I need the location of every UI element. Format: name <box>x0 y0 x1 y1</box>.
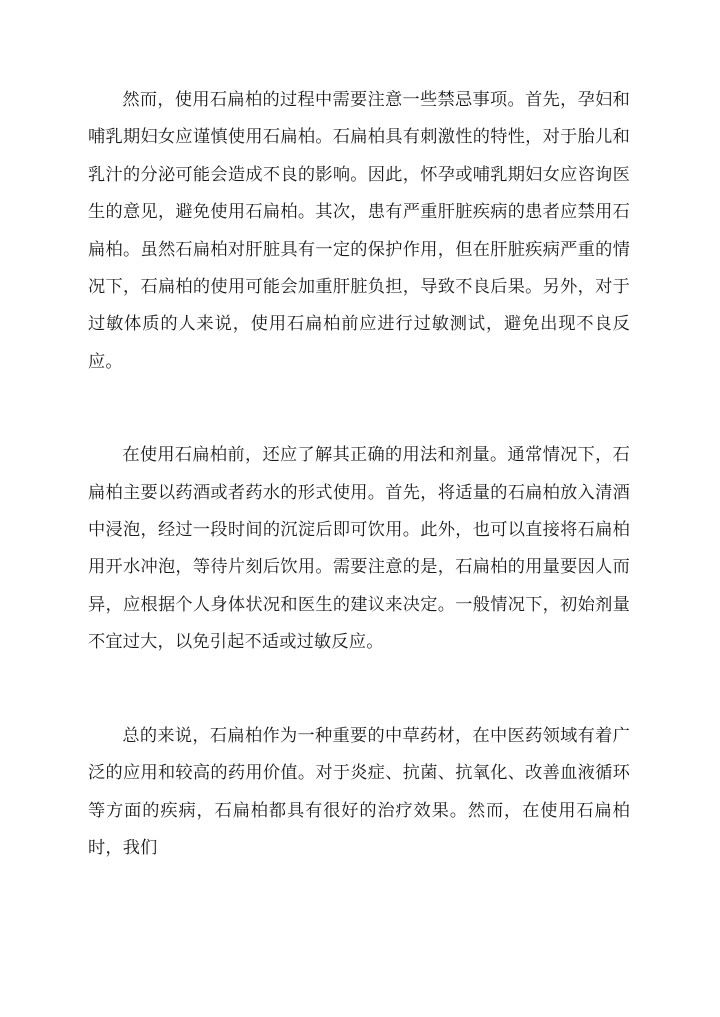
paragraph-contraindications: 然而，使用石扁柏的过程中需要注意一些禁忌事项。首先，孕妇和哺乳期妇女应谨慎使用石扁柏。石扁柏具有刺激性的特性，对于胎儿和乳汁的分泌可能会造成不良的影响。因此，怀孕或哺乳期妇女应咨询医生的意见，避免使用石扁柏。其次，患有严重肝脏疾病的患者应禁用石扁柏。虽然石扁柏对肝脏具有一定的保护作用，但在肝脏疾病严重的情况下，石扁柏的使用可能会加重肝脏负担，导致不良后果。另外，对于过敏体质的人来说，使用石扁柏前应进行过敏测试，避免出现不良反应。 <box>88 90 630 372</box>
document-body <box>88 82 630 867</box>
paragraph-summary: 总的来说，石扁柏作为一种重要的中草药材，在中医药领域有着广泛的应用和较高的药用价值。对于炎症、抗菌、抗氧化、改善血液循环等方面的疾病，石扁柏都具有很好的治疗效果。然而，在使用石扁柏时，我们 <box>88 725 630 858</box>
paragraph-usage-dosage: 在使用石扁柏前，还应了解其正确的用法和剂量。通常情况下，石扁柏主要以药酒或者药水的形式使用。首先，将适量的石扁柏放入清酒中浸泡，经过一段时间的沉淀后即可饮用。此外，也可以直接将石扁柏用开水冲泡，等待片刻后饮用。需要注意的是，石扁柏的用量要因人而异，应根据个人身体状况和医生的建议来决定。一般情况下，初始剂量不宜过大，以免引起不适或过敏反应。 <box>88 445 630 653</box>
